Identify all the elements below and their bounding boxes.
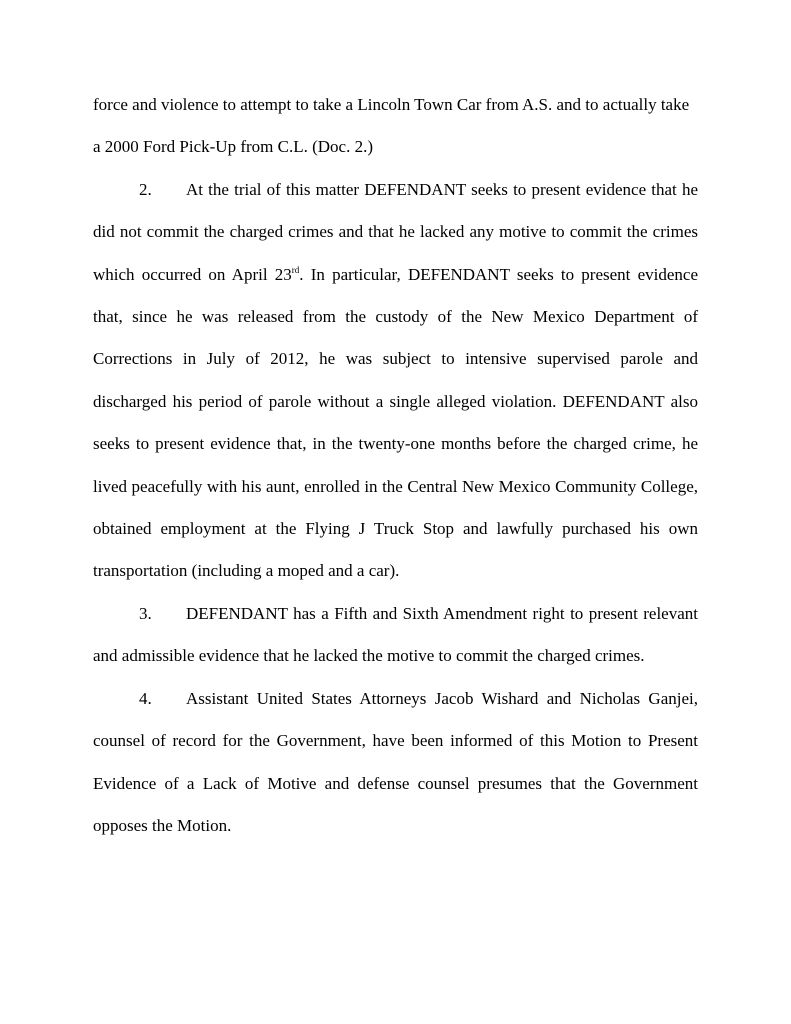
- paragraph-number: 2.: [139, 179, 152, 199]
- continuation-text: force and violence to attempt to take a Lincoln Town Car from A.S. and to actually take a 2000 Ford Pick-Up from C.L. (Doc. 2.): [93, 95, 690, 157]
- paragraph-number: 3.: [139, 603, 152, 623]
- paragraph-4: [93, 678, 698, 848]
- paragraph-number: 4.: [139, 688, 152, 708]
- paragraph-text: At the trial of this matter DEFENDANT seeks to present evidence that he did not commit the charged crimes and that he lacked any motive to commit the crimes which occurred on April 23: [93, 179, 698, 284]
- paragraph-text: DEFENDANT has a Fifth and Sixth Amendment right to present relevant and admissible evidence that he lacked the motive to commit the charged crimes.: [93, 603, 698, 666]
- ordinal-superscript: rd: [291, 264, 300, 275]
- paragraph-2: [93, 169, 698, 593]
- paragraph-3: [93, 593, 698, 678]
- paragraph-text-continued: . In particular, DEFENDANT seeks to present evidence that, since he was released from the custody of the New Mexico Department of Corrections in July of 2012, he was subject to intensive supervised parole and discharged his period of parole without a single alleged violation. DEFENDANT also seeks to present evidence that, in the twenty-one months before the charged crime, he lived peacefully with his aunt, enrolled in the Central New Mexico Community College, obtained employment at the Flying J Truck Stop and lawfully purchased his own transportation (including a moped and a car).: [93, 264, 699, 581]
- paragraph-text: Assistant United States Attorneys Jacob Wishard and Nicholas Ganjei, counsel of record for the Government, have been informed of this Motion to Present Evidence of a Lack of Motive and defense counsel presumes that the Government opposes the Motion.: [93, 688, 698, 835]
- continuation-paragraph: [93, 84, 698, 169]
- document-page: [93, 84, 698, 847]
